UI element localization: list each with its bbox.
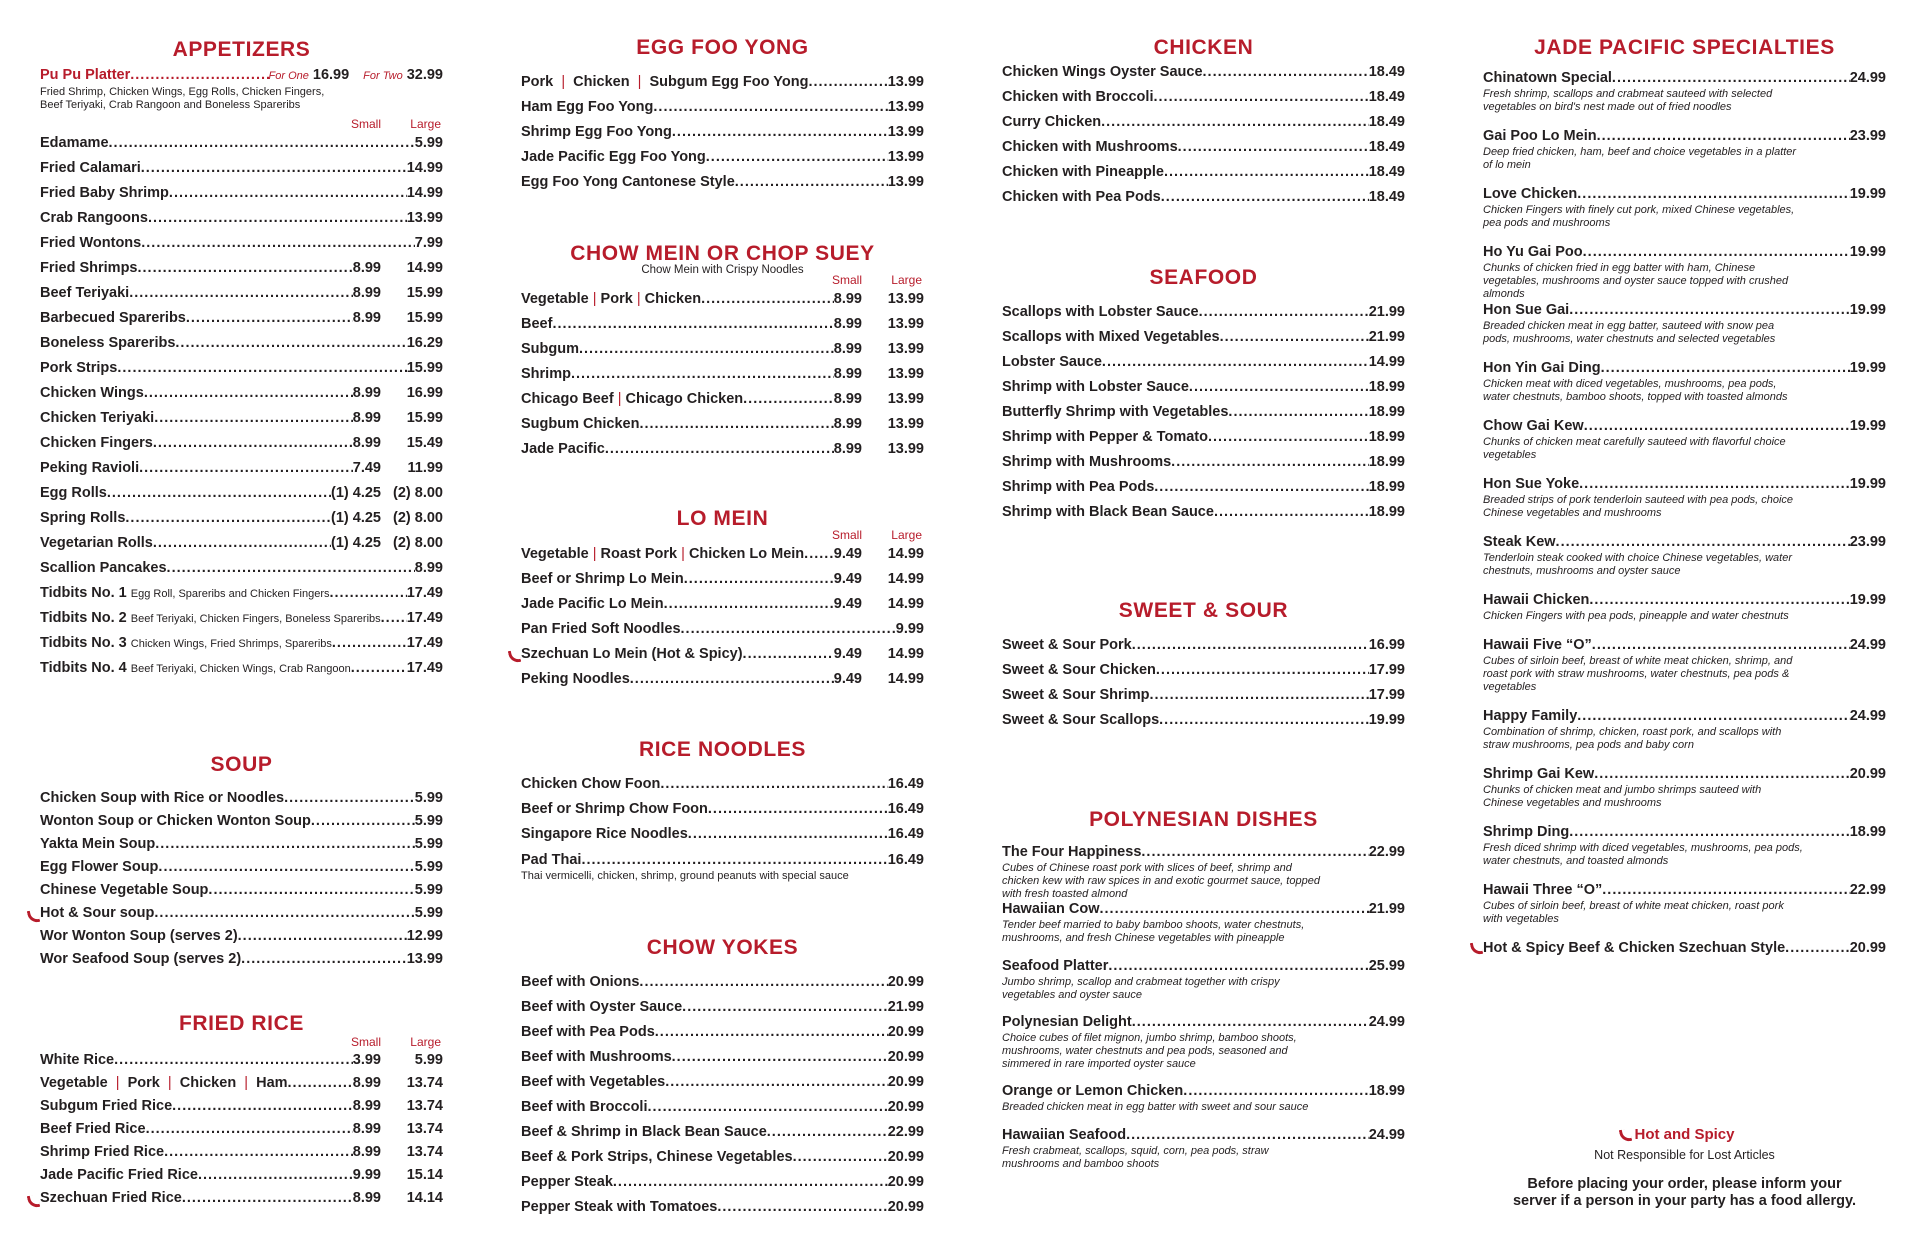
size-header (521, 527, 924, 542)
menu-item: Szechuan Fried Rice ..... 8.99 14.14 (40, 1187, 443, 1210)
item-description: Chicken meat with diced vegetables, mushrooms, pea pods, water chestnuts, bamboo shoots, topped with toasted almonds (1483, 378, 1788, 403)
item-description: Fried Shrimp, Chicken Wings, Egg Rolls, Chicken Fingers, Beef Teriyaki, Crab Rangoon and Boneless Spareribs (40, 86, 325, 111)
hot-spicy-pepper-icon (1619, 1128, 1632, 1143)
for-one-label: For One (268, 70, 309, 82)
menu-item: Love Chicken ..... 19.99 Chicken Fingers with finely cut pork, mixed Chinese vegetables, pea pods and mushrooms (1483, 184, 1886, 242)
item-description: Thai vermicelli, chicken, shrimp, ground peanuts with special sauce (521, 870, 849, 882)
menu-item: Beef with Onions ..... 20.99 (521, 970, 924, 995)
menu-item: Sweet & Sour Pork ..... 16.99 (1002, 633, 1405, 658)
for-two-label: For Two (363, 70, 403, 82)
menu-item: Beef with Oyster Sauce ..... 21.99 (521, 995, 924, 1020)
menu-item: Wor Wonton Soup (serves 2) ..... 12.99 (40, 925, 443, 948)
menu-item: Crab Rangoons ..... 13.99 (40, 206, 443, 231)
item-description: Chunks of chicken meat and jumbo shrimps sauteed with Chinese vegetables and mushrooms (1483, 784, 1762, 809)
menu-item: Pad Thai ..... 16.49 (521, 850, 924, 870)
section-title: POLYNESIAN DISHES (1089, 808, 1318, 831)
menu-item: Fried Calamari ..... 14.99 (40, 156, 443, 181)
menu-item: Sugbum Chicken ..... 8.99 13.99 (521, 412, 924, 437)
menu-item: Chinatown Special ..... 24.99 Fresh shrimp, scallops and crabmeat sauteed with selected vegetables on bird's nest made out of fried noodles (1483, 68, 1886, 126)
menu-item: The Four Happiness ..... 22.99 Cubes of Chinese roast pork with slices of beef, shrimp and chicken kew with raw spices in and exotic gourmet sauce, topped with fresh toasted almond (1002, 842, 1405, 899)
menu-item: Beef Fried Rice ..... 8.99 13.74 (40, 1118, 443, 1141)
section-title: CHICKEN (1153, 36, 1254, 59)
item-description: Breaded chicken meat in egg batter, sauteed with snow pea pods, mushrooms, water chestnuts and selected vegetables (1483, 320, 1776, 345)
for-two-price: 32.99 (406, 67, 443, 83)
item-description: Combination of shrimp, chicken, roast pork, and scallops with straw mushrooms, pea pods and baby corn (1483, 726, 1782, 751)
menu-item: Singapore Rice Noodles ..... 16.49 (521, 822, 924, 847)
menu-item: Shrimp with Black Bean Sauce ..... 18.99 (1002, 500, 1405, 525)
menu-item: Beef with Mushrooms ..... 20.99 (521, 1045, 924, 1070)
rice-noodles-section (521, 736, 924, 883)
menu-item: Boneless Spareribs ..... 16.29 (40, 331, 443, 356)
menu-item: Shrimp with Pea Pods ..... 18.99 (1002, 475, 1405, 500)
menu-item: Tidbits No. 1 Egg Roll, Spareribs and Chicken Fingers ..... 17.49 (40, 581, 443, 606)
menu-item: Beef with Pea Pods ..... 20.99 (521, 1020, 924, 1045)
menu-item: Hawaiian Seafood ..... 24.99 Fresh crabmeat, scallops, squid, corn, pea pods, straw mushrooms and bamboo shoots (1002, 1125, 1405, 1170)
menu-item: Tidbits No. 3 Chicken Wings, Fried Shrimps, Spareribs ..... 17.49 (40, 631, 443, 656)
menu-item: Subgum Fried Rice ..... 8.99 13.74 (40, 1095, 443, 1118)
small-label: Small (350, 1035, 381, 1049)
menu-item: Vegetable | Roast Pork | Chicken Lo Mein ..... 9.49 14.99 (521, 542, 924, 567)
chow-mein-section (521, 240, 924, 462)
item-description: Deep fried chicken, ham, beef and choice vegetables in a platter of lo mein (1483, 146, 1797, 171)
menu-item: Jade Pacific Lo Mein ..... 9.49 14.99 (521, 592, 924, 617)
menu-item: Beef with Broccoli ..... 20.99 (521, 1095, 924, 1120)
menu-item: Hawaii Three “O” ..... 22.99 Cubes of sirloin beef, breast of white meat chicken, roast pork with vegetables (1483, 880, 1886, 938)
menu-item: Chinese Vegetable Soup ..... 5.99 (40, 879, 443, 902)
menu-item: Scallops with Mixed Vegetables ..... 21.99 (1002, 325, 1405, 350)
menu-item: Jade Pacific Egg Foo Yong ..... 13.99 (521, 145, 924, 170)
item-description: Cubes of Chinese roast pork with slices of beef, shrimp and chicken kew with raw spices in and exotic gourmet sauce, topped with fresh toasted almond (1002, 862, 1320, 900)
menu-item: Hon Sue Yoke ..... 19.99 Breaded strips of pork tenderloin sauteed with pea pods, choice Chinese vegetables and mushrooms (1483, 474, 1886, 532)
footer-notes (1483, 1126, 1886, 1210)
pu-pu-platter-item (40, 64, 443, 122)
menu-item: Barbecued Spareribs ..... 8.99 15.99 (40, 306, 443, 331)
menu-item: Vegetarian Rolls ..... (1) 4.25 (2) 8.00 (40, 531, 443, 556)
menu-item: Egg Rolls ..... (1) 4.25 (2) 8.00 (40, 481, 443, 506)
menu-item: Wonton Soup or Chicken Wonton Soup ..... 5.99 (40, 810, 443, 833)
menu-item: Pepper Steak with Tomatoes ..... 20.99 (521, 1195, 924, 1220)
menu-item: Seafood Platter ..... 25.99 Jumbo shrimp, scallop and crabmeat together with crispy vegetables and oyster sauce (1002, 956, 1405, 1012)
item-description: Chunks of chicken meat carefully sauteed with flavorful choice vegetables (1483, 436, 1786, 461)
section-title: APPETIZERS (172, 38, 311, 61)
menu-item: Chow Gai Kew ..... 19.99 Chunks of chicken meat carefully sauteed with flavorful choice vegetables (1483, 416, 1886, 474)
menu-item: Steak Kew ..... 23.99 Tenderloin steak cooked with choice Chinese vegetables, water chestnuts, mushrooms and oyster sauce (1483, 532, 1886, 590)
lost-articles-notice: Not Responsible for Lost Articles (1594, 1148, 1775, 1162)
section-title: SEAFOOD (1149, 266, 1258, 289)
menu-item: Chicken Chow Foon ..... 16.49 (521, 772, 924, 797)
menu-item: Chicken with Broccoli ..... 18.49 (1002, 85, 1405, 110)
hot-spicy-pepper-icon (508, 649, 521, 664)
item-name: Pu Pu Platter (40, 67, 131, 83)
menu-item: Hot & Spicy Beef & Chicken Szechuan Style ..... 20.99 (1483, 938, 1886, 962)
menu-item: Chicago Beef | Chicago Chicken ..... 8.99 13.99 (521, 387, 924, 412)
menu-item: Shrimp Fried Rice ..... 8.99 13.74 (40, 1141, 443, 1164)
menu-item: Vegetable | Pork | Chicken ..... 8.99 13.99 (521, 287, 924, 312)
section-subtitle: Chow Mein with Crispy Noodles (641, 264, 804, 276)
small-label: Small (831, 273, 862, 287)
menu-item: Yakta Mein Soup ..... 5.99 (40, 833, 443, 856)
menu-item: Sweet & Sour Scallops ..... 19.99 (1002, 708, 1405, 733)
menu-item: Spring Rolls ..... (1) 4.25 (2) 8.00 (40, 506, 443, 531)
item-description: Chunks of chicken fried in egg batter with ham, Chinese vegetables, mushrooms and oyster sauce topped with crushed almonds (1483, 262, 1789, 300)
soup-section (40, 751, 443, 971)
menu-item: Happy Family ..... 24.99 Combination of shrimp, chicken, roast pork, and scallops with straw mushrooms, pea pods and baby corn (1483, 706, 1886, 764)
menu-item: Szechuan Lo Mein (Hot & Spicy) ..... 9.49 14.99 (521, 642, 924, 667)
menu-item: Beef & Shrimp in Black Bean Sauce ..... 22.99 (521, 1120, 924, 1145)
menu-item: Chicken Fingers ..... 8.99 15.49 (40, 431, 443, 456)
section-title: CHOW YOKES (646, 936, 799, 959)
hot-spicy-pepper-icon (27, 909, 40, 924)
size-header (40, 1034, 443, 1049)
menu-item: Lobster Sauce ..... 14.99 (1002, 350, 1405, 375)
large-label: Large (410, 1035, 441, 1049)
menu-item: Shrimp with Mushrooms ..... 18.99 (1002, 450, 1405, 475)
item-description: Chicken Fingers with finely cut pork, mixed Chinese vegetables, pea pods and mushrooms (1483, 204, 1795, 229)
menu-item: Subgum ..... 8.99 13.99 (521, 337, 924, 362)
item-description: Tenderloin steak cooked with choice Chinese vegetables, water chestnuts, mushrooms and oyster sauce (1483, 552, 1792, 577)
menu-item: Beef & Pork Strips, Chinese Vegetables ..... 20.99 (521, 1145, 924, 1170)
fried-rice-section (40, 1010, 443, 1210)
menu-item: Hot & Sour soup ..... 5.99 (40, 902, 443, 925)
appetizers-section (40, 36, 443, 681)
hot-spicy-legend: Hot and Spicy (1634, 1126, 1734, 1143)
item-description: Fresh crabmeat, scallops, squid, corn, pea pods, straw mushrooms and bamboo shoots (1002, 1145, 1269, 1170)
menu-item: Hawaii Chicken ..... 19.99 Chicken Fingers with pea pods, pineapple and water chestnuts (1483, 590, 1886, 635)
menu-item: Beef or Shrimp Chow Foon ..... 16.49 (521, 797, 924, 822)
item-description: Cubes of sirloin beef, breast of white meat chicken, shrimp, and roast pork with straw mushrooms, water chestnuts, pea pods & vegetables (1483, 655, 1793, 693)
menu-item: Sweet & Sour Shrimp ..... 17.99 (1002, 683, 1405, 708)
egg-foo-yong-section (521, 34, 924, 195)
menu-item: Fried Baby Shrimp ..... 14.99 (40, 181, 443, 206)
for-one-price: 16.99 (312, 67, 350, 83)
section-title: RICE NOODLES (638, 738, 807, 761)
section-title: SWEET & SOUR (1118, 599, 1289, 622)
small-label: Small (831, 528, 862, 542)
seafood-section (1002, 264, 1405, 525)
menu-item: Scallops with Lobster Sauce ..... 21.99 (1002, 300, 1405, 325)
menu-item: Pork | Chicken | Subgum Egg Foo Yong ..... 13.99 (521, 70, 924, 95)
menu-item: Pork Strips ..... 15.99 (40, 356, 443, 381)
menu-item: Curry Chicken ..... 18.49 (1002, 110, 1405, 135)
menu-item: Vegetable | Pork | Chicken | Ham ..... 8.99 13.74 (40, 1072, 443, 1095)
item-description: Chicken Fingers with pea pods, pineapple and water chestnuts (1483, 610, 1789, 622)
polynesian-section (1002, 806, 1405, 1170)
menu-item: Gai Poo Lo Mein ..... 23.99 Deep fried chicken, ham, beef and choice vegetables in a platter of lo mein (1483, 126, 1886, 184)
menu-item: Chicken Soup with Rice or Noodles ..... 5.99 (40, 787, 443, 810)
sweet-sour-section (1002, 597, 1405, 733)
item-description: Choice cubes of filet mignon, jumbo shrimp, bamboo shoots, mushrooms, water chestnuts and pea pods, seasoned and simmered in rare imported oyster sauce (1002, 1032, 1297, 1070)
menu-item: Fried Wontons ..... 7.99 (40, 231, 443, 256)
menu-item: Polynesian Delight ..... 24.99 Choice cubes of filet mignon, jumbo shrimp, bamboo shoots, mushrooms, water chestnuts and pea pods, seasoned and simmered in rare imported oyster sauce (1002, 1012, 1405, 1081)
item-description: Fresh diced shrimp with diced vegetables, mushrooms, pea pods, water chestnuts, and toasted almonds (1483, 842, 1803, 867)
menu-item: Chicken with Mushrooms ..... 18.49 (1002, 135, 1405, 160)
specialties-section (1483, 34, 1886, 962)
menu-item: Edamame ..... 5.99 (40, 131, 443, 156)
hot-spicy-pepper-icon (1470, 941, 1483, 956)
menu-item: Orange or Lemon Chicken ..... 18.99 Breaded chicken meat in egg batter with sweet and sour sauce (1002, 1081, 1405, 1125)
large-label: Large (410, 117, 441, 131)
section-title: FRIED RICE (178, 1012, 304, 1035)
menu-item: Hon Sue Gai ..... 19.99 Breaded chicken meat in egg batter, sauteed with snow pea pods, mushrooms, water chestnuts and selected vegetables (1483, 300, 1886, 358)
menu-item: Egg Flower Soup ..... 5.99 (40, 856, 443, 879)
section-title: LO MEIN (676, 507, 769, 530)
menu-item: Hawaii Five “O” ..... 24.99 Cubes of sirloin beef, breast of white meat chicken, shrimp, and roast pork with straw mushrooms, water chestnuts, pea pods & vegetables (1483, 635, 1886, 706)
menu-item: Ho Yu Gai Poo ..... 19.99 Chunks of chicken fried in egg batter with ham, Chinese vegetables, mushrooms and oyster sauce topped with crushed almonds (1483, 242, 1886, 300)
section-title: CHOW MEIN OR CHOP SUEY (570, 242, 875, 265)
menu-item: Pan Fried Soft Noodles ..... 9.99 (521, 617, 924, 642)
chicken-section (1002, 34, 1405, 210)
menu-item: Shrimp Egg Foo Yong ..... 13.99 (521, 120, 924, 145)
menu-item: Chicken Wings ..... 8.99 16.99 (40, 381, 443, 406)
menu-item: Egg Foo Yong Cantonese Style ..... 13.99 (521, 170, 924, 195)
menu-item: Shrimp Ding ..... 18.99 Fresh diced shrimp with diced vegetables, mushrooms, pea pods, water chestnuts, and toasted almonds (1483, 822, 1886, 880)
hot-spicy-pepper-icon (27, 1194, 40, 1209)
section-title: JADE PACIFIC SPECIALTIES (1534, 36, 1835, 59)
menu-item: Peking Noodles ..... 9.49 14.99 (521, 667, 924, 692)
lo-mein-section (521, 505, 924, 692)
menu-item: Jade Pacific Fried Rice ..... 9.99 15.14 (40, 1164, 443, 1187)
item-description: Tender beef married to baby bamboo shoots, water chestnuts, mushrooms, and fresh Chinese vegetables with pineapple (1002, 919, 1305, 944)
large-label: Large (891, 528, 922, 542)
menu-item: Shrimp ..... 8.99 13.99 (521, 362, 924, 387)
menu-item: Chicken with Pea Pods ..... 18.49 (1002, 185, 1405, 210)
large-label: Large (891, 273, 922, 287)
menu-item: Beef Teriyaki ..... 8.99 15.99 (40, 281, 443, 306)
menu-item: Fried Shrimps ..... 8.99 14.99 (40, 256, 443, 281)
menu-item: Beef ..... 8.99 13.99 (521, 312, 924, 337)
menu-item: Pepper Steak ..... 20.99 (521, 1170, 924, 1195)
section-title: EGG FOO YONG (636, 36, 809, 59)
item-description: Fresh shrimp, scallops and crabmeat sauteed with selected vegetables on bird's nest made out of fried noodles (1483, 88, 1773, 113)
menu-item: Jade Pacific ..... 8.99 13.99 (521, 437, 924, 462)
menu-item: Butterfly Shrimp with Vegetables ..... 18.99 (1002, 400, 1405, 425)
item-description: Breaded chicken meat in egg batter with sweet and sour sauce (1002, 1101, 1309, 1113)
allergy-notice: Before placing your order, please inform your server if a person in your party has a food allergy. (1512, 1176, 1856, 1209)
chow-yokes-section (521, 934, 924, 1220)
menu-item: Hawaiian Cow ..... 21.99 Tender beef married to baby bamboo shoots, water chestnuts, mushrooms, and fresh Chinese vegetables with pineapple (1002, 899, 1405, 956)
menu-item: Tidbits No. 4 Beef Teriyaki, Chicken Wings, Crab Rangoon ..... 17.49 (40, 656, 443, 681)
menu-item: Hon Yin Gai Ding ..... 19.99 Chicken meat with diced vegetables, mushrooms, pea pods, water chestnuts, bamboo shoots, topped with toasted almonds (1483, 358, 1886, 416)
menu-item: Tidbits No. 2 Beef Teriyaki, Chicken Fingers, Boneless Spareribs ..... 17.49 (40, 606, 443, 631)
menu-item: Sweet & Sour Chicken ..... 17.99 (1002, 658, 1405, 683)
menu-item: Beef or Shrimp Lo Mein ..... 9.49 14.99 (521, 567, 924, 592)
menu-item: Beef with Vegetables ..... 20.99 (521, 1070, 924, 1095)
menu-item: Chicken Wings Oyster Sauce ..... 18.49 (1002, 60, 1405, 85)
item-description: Cubes of sirloin beef, breast of white meat chicken, roast pork with vegetables (1483, 900, 1784, 925)
menu-item: Ham Egg Foo Yong ..... 13.99 (521, 95, 924, 120)
menu-item: Peking Ravioli ..... 7.49 11.99 (40, 456, 443, 481)
menu-item: Shrimp Gai Kew ..... 20.99 Chunks of chicken meat and jumbo shrimps sauteed with Chinese vegetables and mushrooms (1483, 764, 1886, 822)
menu-item: Scallion Pancakes ..... 8.99 (40, 556, 443, 581)
menu-item: Wor Seafood Soup (serves 2) ..... 13.99 (40, 948, 443, 971)
size-header (40, 116, 443, 131)
small-label: Small (350, 117, 381, 131)
section-title: SOUP (210, 753, 273, 776)
menu-item: Shrimp with Lobster Sauce ..... 18.99 (1002, 375, 1405, 400)
menu-item: White Rice ..... 3.99 5.99 (40, 1049, 443, 1072)
menu-item: Chicken with Pineapple ..... 18.49 (1002, 160, 1405, 185)
menu-item: Chicken Teriyaki ..... 8.99 15.99 (40, 406, 443, 431)
item-description: Breaded strips of pork tenderloin sauteed with pea pods, choice Chinese vegetables and mushrooms (1483, 494, 1794, 519)
size-header (521, 272, 924, 287)
item-description: Jumbo shrimp, scallop and crabmeat together with crispy vegetables and oyster sauce (1002, 976, 1280, 1001)
menu-item: Shrimp with Pepper & Tomato ..... 18.99 (1002, 425, 1405, 450)
